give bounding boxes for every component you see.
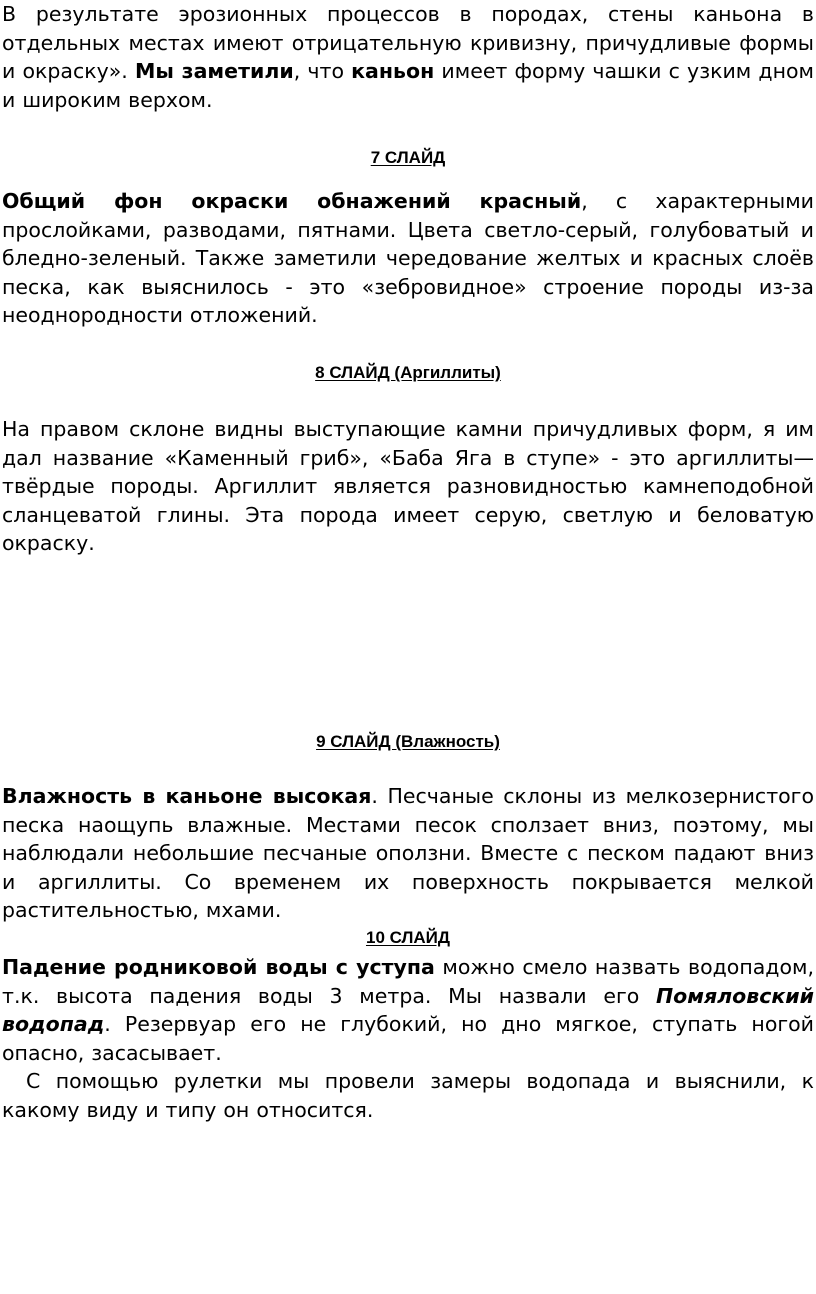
intro-text-2: , что [293, 59, 352, 84]
slide-9-heading: 9 СЛАЙД (Влажность) [316, 732, 500, 751]
slide-7-paragraph [2, 187, 814, 330]
slide-8-heading: 8 СЛАЙД (Аргиллиты) [315, 363, 501, 382]
slide-7-bold: Общий фон окраски обнажений красный [2, 189, 582, 213]
slide-10-waterfall-name: Помяловский водопад [2, 983, 814, 1037]
intro-bold-we-noticed: Мы заметили [134, 59, 294, 84]
slide-9-bold: Влажность в каньоне высокая [2, 784, 372, 808]
slide-10-text-2: . Резервуар его не глубокий, но дно мягкое, ступать ногой опасно, засасывает. [2, 1012, 814, 1065]
slide-7-text: , с характерными прослойками, разводами, пятнами. Цвета светло-серый, голубоватый и бледно-зеленый. Также заметили чередование желтых и красных слоёв песка, как выяснилось - это «зебровидное» строение породы из-за неоднородности отложений. [2, 189, 814, 328]
intro-paragraph [2, 0, 814, 114]
slide-10-text-1: можно смело назвать водопадом, т.к. высота падения воды 3 метра. Мы назвали его [2, 955, 814, 1008]
slide-10-paragraph-2 [2, 1067, 814, 1124]
intro-text-1: В результате эрозионных процессов в породах, стены каньона в отдельных местах имеют отрицательную кривизну, причудливые формы и окраску». [2, 2, 814, 84]
slide-10-text-3: С помощью рулетки мы провели замеры водопада и выяснили, к какому виду и типу он относится. [2, 1069, 814, 1122]
slide-8-paragraph: На правом склоне видны выступающие камни причудливых форм, я им дал название «Каменный гриб», «Баба Яга в ступе» - это аргиллиты— твёрдые породы. Аргиллит является разновидностью камнеподобной сланцеватой глины. Эта порода имеет серую, светлую и беловатую окраску. [2, 417, 814, 556]
slide-7-heading: 7 СЛАЙД [370, 148, 446, 167]
slide-9-text: . Песчаные склоны из мелкозернистого песка наощупь влажные. Местами песок сползает вниз, поэтому, мы наблюдали небольшие песчаные оползни. Вместе с песком падают вниз и аргиллиты. Со временем их поверхность покрывается мелкой растительностью, мхами. [2, 784, 814, 923]
intro-bold-canyon: каньон [351, 59, 435, 84]
intro-text-3: имеет форму чашки с узким дном и широким верхом. [2, 59, 814, 112]
slide-10-bold: Падение родниковой воды с уступа [2, 955, 435, 979]
slide-10-heading: 10 СЛАЙД [365, 928, 451, 947]
slide-10-paragraph [2, 953, 814, 1067]
slide-9-paragraph [2, 782, 814, 925]
